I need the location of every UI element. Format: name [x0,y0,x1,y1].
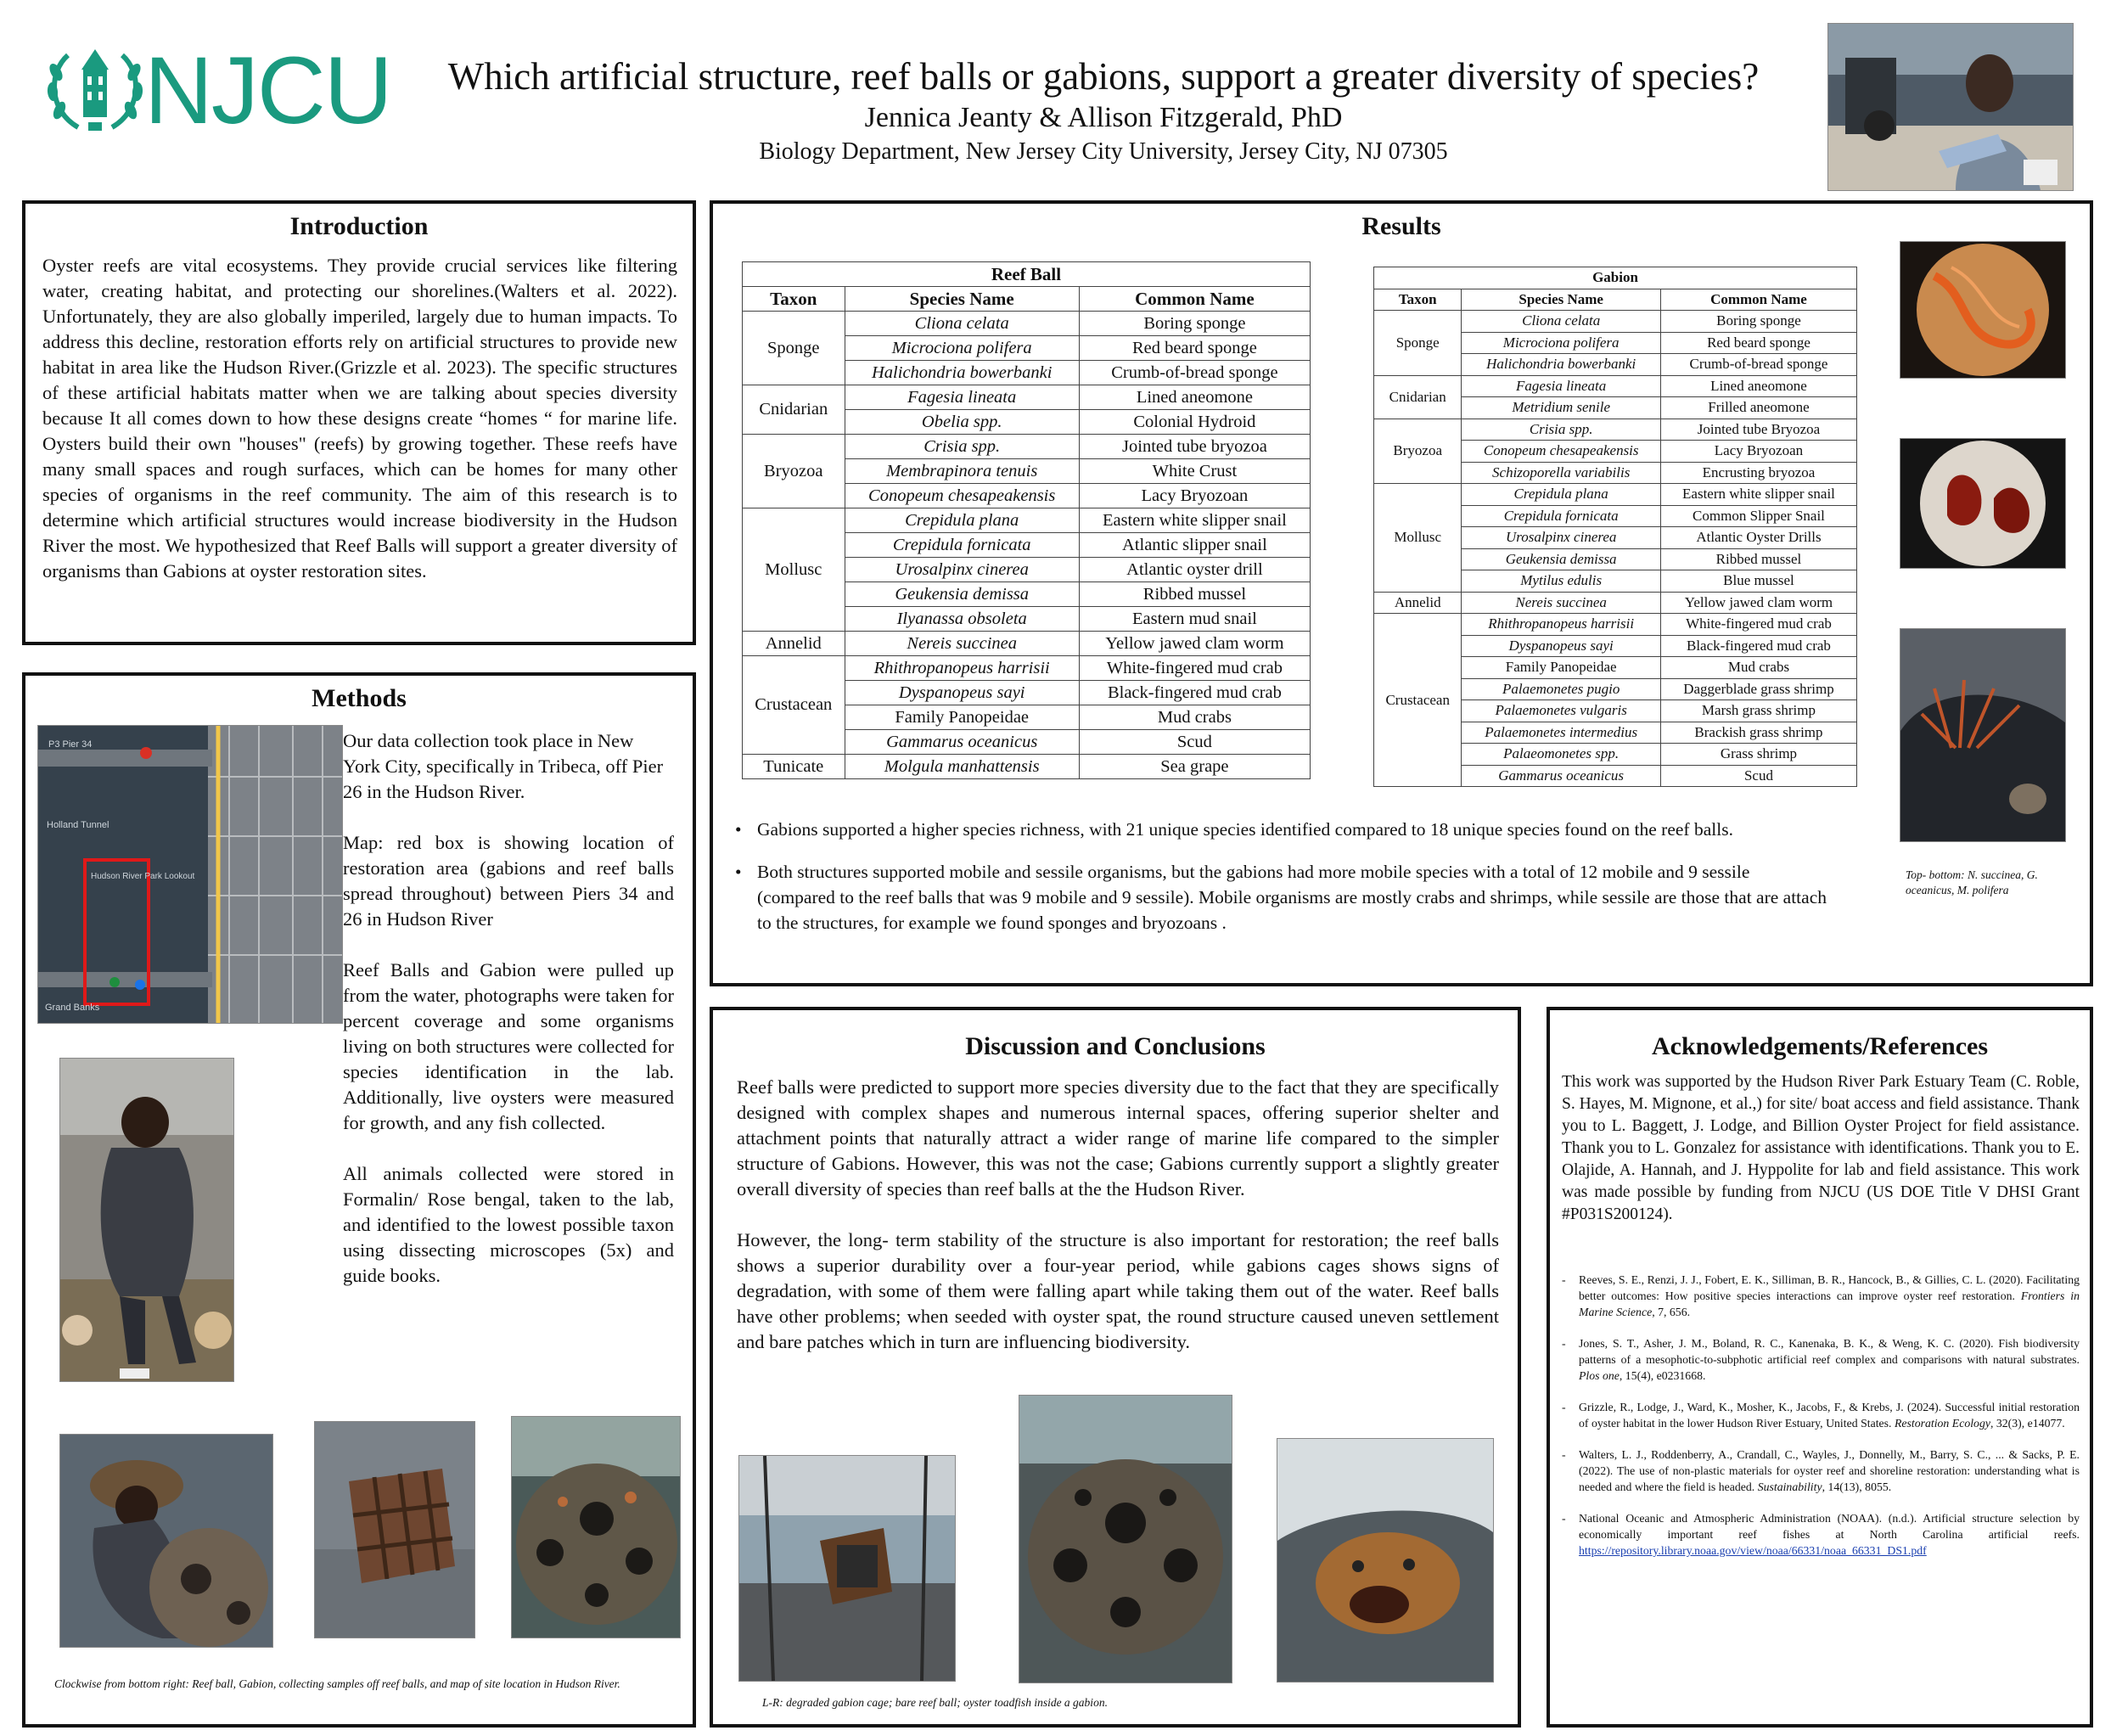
common-name-cell: Eastern white slipper snail [1079,508,1310,533]
methods-panel [22,672,696,1728]
taxon-cell: Tunicate [743,755,845,779]
species-cell: Gammarus oceanicus [1462,765,1661,787]
common-name-cell: Blue mussel [1660,570,1856,593]
gabion-table-title: Gabion [1374,267,1857,289]
microciona-photo [1900,628,2066,842]
common-name-cell: Frilled aneomone [1660,397,1856,419]
common-name-cell: Jointed tube bryozoa [1079,435,1310,459]
common-name-cell: Black-fingered mud crab [1660,635,1856,657]
reference-item: - National Oceanic and Atmospheric Administration (NOAA). (n.d.). Artificial structure selection by economically important reef fishes at North Carolina artificial reefs. https://repository.library.noaa.gov/view/noaa/66331/noaa_66331_DS1.pdf [1562,1510,2080,1559]
discussion-title: Discussion and Conclusions [965,1032,1266,1060]
discussion-caption: L-R: degraded gabion cage; bare reef ball; oyster toadfish inside a gabion. [762,1696,1108,1709]
common-name-cell: Crumb-of-bread sponge [1660,354,1856,376]
methods-caption: Clockwise from bottom right: Reef ball, Gabion, collecting samples off reef balls, and map of site location in Hudson River. [54,1677,620,1690]
common-name-cell: Atlantic Oyster Drills [1660,527,1856,549]
gabion-photo [314,1421,475,1638]
taxon-cell: Crustacean [1374,614,1462,787]
gabion-header-species: Species Name [1462,289,1661,311]
table-row [743,508,1311,533]
reference-item: - Walters, L. J., Roddenberry, A., Crandall, C., Wayles, J., Donnelly, M., Barry, S. C., ... & Sacks, P. E. (2022). The use of non-plastic materials for oyster reef and shoreline restoration: understanding what is needed and where the field is headed. Sustainability, 14(13), 8055. [1562,1447,2080,1495]
results-bullet-1: • Gabions supported a higher species richness, with 21 unique species identified compared to 18 unique species found on the reef balls. [732,817,1827,842]
table-row [743,312,1311,336]
common-name-cell: Black-fingered mud crab [1079,681,1310,705]
species-cell: Microciona polifera [1462,332,1661,354]
reef-ball-table-body [743,312,1311,779]
common-name-cell: Colonial Hydroid [1079,410,1310,435]
common-name-cell: Eastern mud snail [1079,607,1310,632]
species-cell: Membrapinora tenuis [845,459,1079,484]
species-cell: Molgula manhattensis [845,755,1079,779]
gabion-header-common: Common Name [1660,289,1856,311]
reef-ball-photo [511,1416,681,1638]
common-name-cell: Crumb-of-bread sponge [1079,361,1310,385]
common-name-cell: Eastern white slipper snail [1660,484,1856,506]
sampling-reef-ball-photo [59,1434,273,1648]
oyster-toadfish-photo [1277,1438,1494,1683]
species-cell: Crepidula fornicata [845,533,1079,558]
table-row [743,632,1311,656]
discussion-text [737,1075,1499,1355]
results-bullet-2: • Both structures supported mobile and sessile organisms, but the gabions had more mobile species with a total of 12 mobile and 9 sessile (compared to the reef balls that was 9 mobile and 9 sessile). Mobile organisms are mostly crabs and shrimps, while sessile are those that are attach to the structures, for example we found sponges and bryozoans . [732,859,1827,935]
site-map [37,725,343,1024]
wreath-seal-icon [44,42,146,136]
results-bullets [732,817,1827,952]
taxon-cell: Crustacean [743,656,845,755]
species-cell: Cliona celata [845,312,1079,336]
species-cell: Conopeum chesapeakensis [1462,441,1661,463]
species-cell: Family Panopeidae [1462,657,1661,679]
common-name-cell: Ribbed mussel [1079,582,1310,607]
common-name-cell: White Crust [1079,459,1310,484]
bare-reef-ball-photo [1019,1395,1232,1683]
gabion-table-body [1374,311,1857,787]
taxon-cell: Mollusc [1374,484,1462,593]
noaa-link[interactable]: https://repository.library.noaa.gov/view/noaa/66331/noaa_66331_DS1.pdf [1579,1544,1927,1557]
species-cell: Palaemonetes vulgaris [1462,700,1661,722]
species-cell: Halichondria bowerbanki [1462,354,1661,376]
nereis-microscope-photo [1900,241,2066,379]
species-cell: Obelia spp. [845,410,1079,435]
common-name-cell: Boring sponge [1660,311,1856,333]
species-cell: Mytilus edulis [1462,570,1661,593]
results-panel [710,200,2093,986]
species-cell: Palaemonetes intermedius [1462,722,1661,744]
map-label-grand-banks: Grand Banks [45,1003,100,1013]
methods-title: Methods [312,684,407,712]
reef-ball-header-common: Common Name [1079,287,1310,312]
discussion-p2: However, the long- term stability of the structure is also important for restoration; the reef balls shows a superior durability over a four-year period, while gabions cages shows signs of degradation, with some of them were falling apart while taking them out of the water. Reef balls have other problems; when seeded with oyster spat, the round structure caused uneven settlement and bare patches which in turn are influencing biodiversity. [737,1229,1499,1352]
common-name-cell: Yellow jawed clam worm [1079,632,1310,656]
species-cell: Crisia spp. [1462,419,1661,441]
species-cell: Geukensia demissa [1462,548,1661,570]
common-name-cell: Boring sponge [1079,312,1310,336]
species-cell: Dyspanopeus sayi [845,681,1079,705]
reference-item: - Reeves, S. E., Renzi, J. J., Fobert, E. K., Silliman, B. R., Hancock, B., & Gillies, C. L. (2020). Facilitating better outcomes: How positive species interactions can improve oyster reef restoration. Frontiers in Marine Science, 7, 656. [1562,1272,2080,1320]
njcu-logo [44,37,391,143]
species-cell: Urosalpinx cinerea [1462,527,1661,549]
gabion-header-taxon: Taxon [1374,289,1462,311]
table-row [1374,311,1857,333]
taxon-cell: Cnidarian [743,385,845,435]
common-name-cell: Daggerblade grass shrimp [1660,678,1856,700]
common-name-cell: Red beard sponge [1660,332,1856,354]
table-row [1374,419,1857,441]
common-name-cell: Ribbed mussel [1660,548,1856,570]
taxon-cell: Annelid [743,632,845,656]
species-cell: Crepidula plana [845,508,1079,533]
discussion-panel [710,1007,1521,1728]
common-name-cell: Jointed tube Bryozoa [1660,419,1856,441]
species-cell: Cliona celata [1462,311,1661,333]
gammarus-microscope-photo [1900,438,2066,569]
species-cell: Fagesia lineata [845,385,1079,410]
common-name-cell: Scud [1079,730,1310,755]
table-row [743,385,1311,410]
species-cell: Rhithropanopeus harrisii [1462,614,1661,636]
table-row [743,755,1311,779]
common-name-cell: Scud [1660,765,1856,787]
introduction-text: Oyster reefs are vital ecosystems. They provide crucial services like filtering water, creating habitat, and protecting our shorelines.(Walters et al. 2022). Unfortunately, they are also globally imperiled, largely due to human impacts. To address this decline, restoration efforts rely on artificial structures to provide new habitat in area like the Hudson River.(Grizzle et al. 2023). The specific structures of these artificial habitats matter when we are talking about species diversity because It all comes down to how these designs create “homes “ for marine life. Oysters build their own "houses" (reefs) by growing together. These reefs have many small spaces and rough surfaces, which can be homes for many other species of organisms in the reef community. The aim of this research is to determine which artificial structures would increase biodiversity in the Hudson River the most. We hypothesized that Reef Balls will support a greater diversity of organisms than Gabions at oyster restoration sites. [42,255,677,581]
species-cell: Nereis succinea [1462,592,1661,614]
common-name-cell: Grass shrimp [1660,744,1856,766]
methods-p3: Reef Balls and Gabion were pulled up from the water, photographs were taken for percent coverage and some organisms living on both structures were collected for species identification in the lab. Additionally, live oysters were measured for growth, and any fish collected. [343,959,674,1133]
common-name-cell: Brackish grass shrimp [1660,722,1856,744]
table-row [1374,484,1857,506]
taxon-cell: Annelid [1374,592,1462,614]
methods-p1: Our data collection took place in New York City, specifically in Tribeca, off Pier 26 in the Hudson River. [343,730,664,802]
methods-p4: All animals collected were stored in Formalin/ Rose bengal, taken to the lab, and identified to the lowest possible taxon using dissecting microscopes (5x) and guide books. [343,1163,674,1286]
logo-wordmark: NJCU [144,37,391,143]
common-name-cell: White-fingered mud crab [1079,656,1310,681]
reef-ball-table-title: Reef Ball [743,262,1311,287]
species-cell: Crisia spp. [845,435,1079,459]
species-cell: Fagesia lineata [1462,375,1661,397]
species-cell: Dyspanopeus sayi [1462,635,1661,657]
introduction-panel [22,200,696,645]
acknowledgements-title: Acknowledgements/References [1651,1032,1989,1060]
gabion-table [1373,267,1857,787]
species-cell: Gammarus oceanicus [845,730,1079,755]
reef-ball-table [742,261,1311,779]
common-name-cell: Mud crabs [1660,657,1856,679]
species-cell: Metridium senile [1462,397,1661,419]
taxon-cell: Sponge [743,312,845,385]
species-cell: Schizoporella variabilis [1462,462,1661,484]
common-name-cell: Lined aneomone [1660,375,1856,397]
acknowledgements-panel [1547,1007,2093,1728]
species-cell: Rhithropanopeus harrisii [845,656,1079,681]
authors: Jennica Jeanty & Allison Fitzgerald, PhD [864,102,1343,133]
common-name-cell: Common Slipper Snail [1660,505,1856,527]
results-title: Results [1361,212,1441,240]
table-row [743,435,1311,459]
discussion-p1: Reef balls were predicted to support more species diversity due to the fact that they are specifically designed with complex shapes and numerous internal spaces, offering superior shelter and attachment points that naturally attract a wider range of marine life compared to the simpler structure of Gabions. However, this was not the case; Gabions currently support a slightly greater overall diversity of species than reef balls at the the Hudson River. [737,1076,1499,1199]
common-name-cell: Lacy Bryozoan [1079,484,1310,508]
reef-ball-header-species: Species Name [845,287,1079,312]
common-name-cell: Atlantic slipper snail [1079,533,1310,558]
degraded-gabion-photo [738,1455,956,1682]
map-label-holland: Holland Tunnel [47,820,109,830]
introduction-title: Introduction [289,212,429,240]
common-name-cell: Marsh grass shrimp [1660,700,1856,722]
methods-p2: Map: red box is showing location of restoration area (gabions and reef balls spread throughout) between Piers 34 and 26 in Hudson River [343,832,674,930]
species-cell: Conopeum chesapeakensis [845,484,1079,508]
species-cell: Palaemonetes pugio [1462,678,1661,700]
common-name-cell: Atlantic oyster drill [1079,558,1310,582]
common-name-cell: Red beard sponge [1079,336,1310,361]
taxon-cell: Sponge [1374,311,1462,376]
species-cell: Crepidula fornicata [1462,505,1661,527]
common-name-cell: Sea grape [1079,755,1310,779]
species-cell: Geukensia demissa [845,582,1079,607]
taxon-cell: Mollusc [743,508,845,632]
common-name-cell: Yellow jawed clam worm [1660,592,1856,614]
affiliation: Biology Department, New Jersey City University, Jersey City, NJ 07305 [759,138,1448,165]
species-cell: Crepidula plana [1462,484,1661,506]
common-name-cell: Lined aneomone [1079,385,1310,410]
field-sampling-photo [59,1058,234,1382]
species-cell: Microciona polifera [845,336,1079,361]
table-row [1374,592,1857,614]
results-photo-caption: Top- bottom: N. succinea, G. oceanicus, M. polifera [1906,868,2038,896]
common-name-cell: White-fingered mud crab [1660,614,1856,636]
species-cell: Palaeomonetes spp. [1462,744,1661,766]
reference-item: - Grizzle, R., Lodge, J., Ward, K., Mosher, K., Jacobs, F., & Krebs, J. (2024). Successful initial restoration of oyster habitat in the lower Hudson River Estuary, United States. Restoration Ecology, 32(3), e14077. [1562,1399,2080,1431]
taxon-cell: Bryozoa [1374,419,1462,484]
species-cell: Urosalpinx cinerea [845,558,1079,582]
common-name-cell: Mud crabs [1079,705,1310,730]
lab-microscope-photo [1827,23,2074,191]
table-row [743,656,1311,681]
map-label-pier34: P3 Pier 34 [48,739,93,750]
poster-title: Which artificial structure, reef balls or gabions, support a greater diversity of species? [447,55,1760,98]
methods-text [343,728,674,1289]
common-name-cell: Lacy Bryozoan [1660,441,1856,463]
table-row [1374,375,1857,397]
taxon-cell: Bryozoa [743,435,845,508]
map-label-lookout: Hudson River Park Lookout [91,872,195,881]
table-row [1374,614,1857,636]
reference-item: - Jones, S. T., Asher, J. M., Boland, R. C., Kanenaka, B. K., & Weng, K. C. (2020). Fish biodiversity patterns of a mesophotic-to-subphotic artificial reef complex and comparisons with natural substrates. Plos one, 15(4), e0231668. [1562,1335,2080,1384]
species-cell: Halichondria bowerbanki [845,361,1079,385]
species-cell: Family Panopeidae [845,705,1079,730]
common-name-cell: Encrusting bryozoa [1660,462,1856,484]
taxon-cell: Cnidarian [1374,375,1462,419]
species-cell: Nereis succinea [845,632,1079,656]
reef-ball-header-taxon: Taxon [743,287,845,312]
species-cell: Ilyanassa obsoleta [845,607,1079,632]
reference-list [1562,1272,2080,1574]
acknowledgements-text: This work was supported by the Hudson River Park Estuary Team (C. Roble, S. Hayes, M. Mignone, et al.,) for site/ boat access and field assistance. Thank you to L. Baggett, J. Lodge, and Billion Oyster Project for field assistance. Thank you to L. Gonzalez for assistance with identifications. Thank you to E. Olajide, A. Hannah, and J. Hyppolite for lab and field assistance. This work was made possible by funding from NJCU (US DOE Title V DHSI Grant #P031S200124). [1562,1073,2080,1223]
